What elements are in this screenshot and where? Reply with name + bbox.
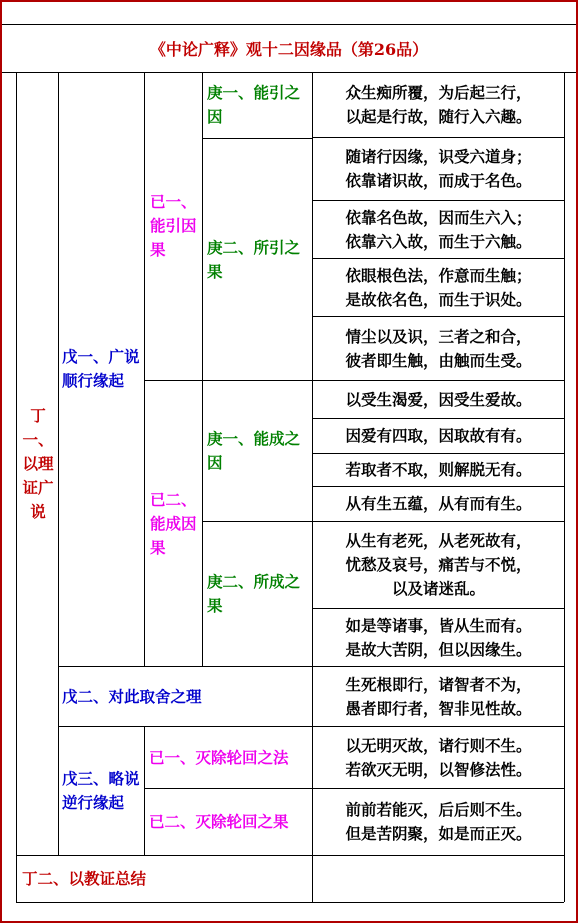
rule [16, 902, 564, 903]
verse-cell: 情尘以及识，三者之和合， 彼者即生触，由触而生受。 [345, 326, 532, 370]
section-geng2: 庚二、所引之果 [207, 237, 301, 281]
verse-cell: 众生痴所覆，为后起三行， 以起是行故，随行入六趣。 [345, 83, 532, 126]
section-geng3: 庚一、能成之因 [207, 429, 301, 472]
section-wu3: 戊三、略说逆行缘起 [62, 769, 140, 812]
section-geng4: 庚二、所成之果 [207, 572, 301, 615]
verse-cell: 如是等诸事，皆从生而有。 是故大苦阴，但以因缘生。 [345, 615, 532, 659]
verse-cell: 以无明灭故，诸行则不生。 若欲灭无明，以智修法性。 [345, 735, 532, 779]
verse-cell: 生死根即行，诸智者不为， 愚者即行者，智非见性故。 [345, 674, 532, 718]
page-title: 《中论广释》观十二因缘品（第26品） [149, 39, 429, 59]
section-wu2: 戊二、对此取舍之理 [62, 686, 202, 706]
verse-cell: 从有生五蕴，从有而有生。 [345, 494, 532, 513]
section-ji2: 已二、能成因果 [150, 489, 197, 557]
section-ji4: 已二、灭除轮回之果 [149, 812, 289, 831]
rule [58, 72, 59, 855]
verse-cell: 前前若能灭，后后则不生。 但是苦阴聚，如是而正灭。 [345, 800, 532, 843]
section-ding2: 丁二、以教证总结 [22, 869, 147, 888]
verse-cell: 若取者不取，则解脱无有。 [345, 460, 532, 479]
verse-cell: 以受生渴爱，因受生爱故。 [345, 389, 532, 409]
verse-cell: 依眼根色法，作意而生触； 是故依名色，而生于识处。 [345, 265, 532, 309]
section-geng1: 庚一、能引之因 [207, 83, 301, 126]
verse-cell: 因爱有四取，因取故有有。 [345, 426, 532, 445]
rule [144, 726, 145, 855]
verse-cell: 从生有老死，从老死故有， 忧愁及哀号，痛苦与不悦， 以及诸迷乱。 [345, 531, 532, 598]
section-ji3: 已一、灭除轮回之法 [149, 747, 289, 767]
rule [16, 72, 17, 902]
verse-cell: 依靠名色故，因而生六入； 依靠六入故，而生于六触。 [345, 207, 532, 251]
section-wu1: 戊一、广说顺行缘起 [62, 347, 140, 390]
rule [144, 72, 145, 666]
section-ding1: 丁一、以理证广说 [22, 405, 54, 521]
verse-cell: 随诸行因缘，识受六道身； 依靠诸识故，而成于名色。 [345, 147, 532, 190]
rule [564, 72, 565, 902]
rule [202, 72, 203, 666]
section-ji1: 已一、能引因果 [150, 192, 197, 259]
